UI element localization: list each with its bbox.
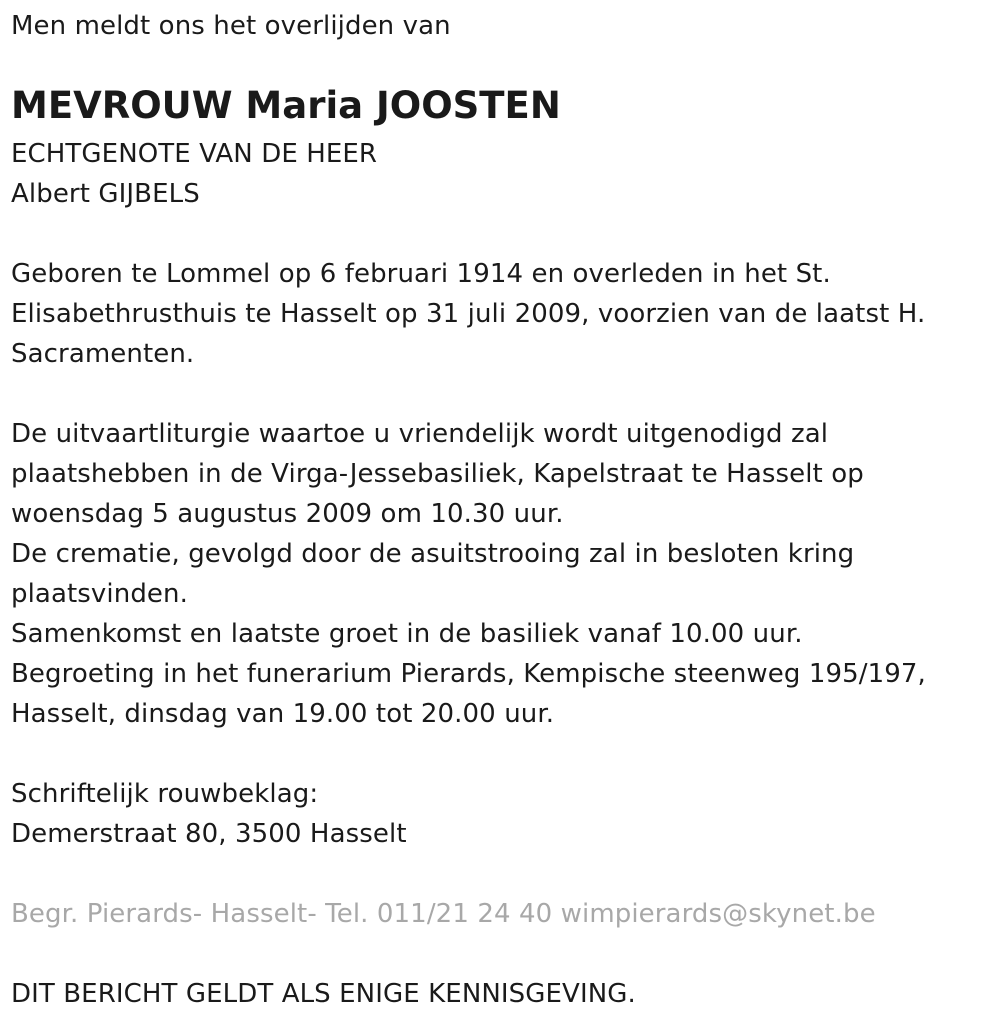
spouse-label: ECHTGENOTE VAN DE HEER — [11, 139, 378, 169]
paragraph-line: Hasselt, dinsdag van 19.00 tot 20.00 uur. — [11, 699, 555, 729]
paragraph-line: Elisabethrusthuis te Hasselt op 31 juli 2009, voorzien van de laatst H. — [11, 299, 926, 329]
paragraph-line: De uitvaartliturgie waartoe u vriendelijk wordt uitgenodigd zal — [11, 419, 829, 449]
funeral-paragraph — [11, 414, 926, 734]
deceased-name: MEVROUW Maria JOOSTEN — [11, 84, 561, 127]
intro-text: Men meldt ons het overlijden van — [11, 11, 451, 41]
paragraph-line: Begroeting in het funerarium Pierards, Kempische steenweg 195/197, — [11, 659, 926, 689]
birth-death-paragraph — [11, 254, 925, 374]
paragraph-line: Samenkomst en laatste groet in de basiliek vanaf 10.00 uur. — [11, 619, 803, 649]
condolence-label: Schriftelijk rouwbeklag: — [11, 779, 319, 809]
paragraph-line: plaatshebben in de Virga-Jessebasiliek, Kapelstraat te Hasselt op — [11, 459, 864, 489]
undertaker-info — [11, 894, 876, 934]
paragraph-line: De crematie, gevolgd door de asuitstrooing zal in besloten kring — [11, 539, 855, 569]
condolence-address: Demerstraat 80, 3500 Hasselt — [11, 819, 407, 849]
spouse-block — [11, 134, 377, 214]
undertaker-line: Begr. Pierards- Hasselt- Tel. 011/21 24 40 wimpierards@skynet.be — [11, 899, 876, 929]
paragraph-line: woensdag 5 augustus 2009 om 10.30 uur. — [11, 499, 564, 529]
condolence-block — [11, 774, 407, 854]
paragraph-line: Geboren te Lommel op 6 februari 1914 en overleden in het St. — [11, 259, 831, 289]
closing-statement — [11, 974, 636, 1014]
paragraph-line: Sacramenten. — [11, 339, 195, 369]
closing-line: DIT BERICHT GELDT ALS ENIGE KENNISGEVING. — [11, 979, 636, 1009]
spouse-name: Albert GIJBELS — [11, 179, 200, 209]
paragraph-line: plaatsvinden. — [11, 579, 188, 609]
